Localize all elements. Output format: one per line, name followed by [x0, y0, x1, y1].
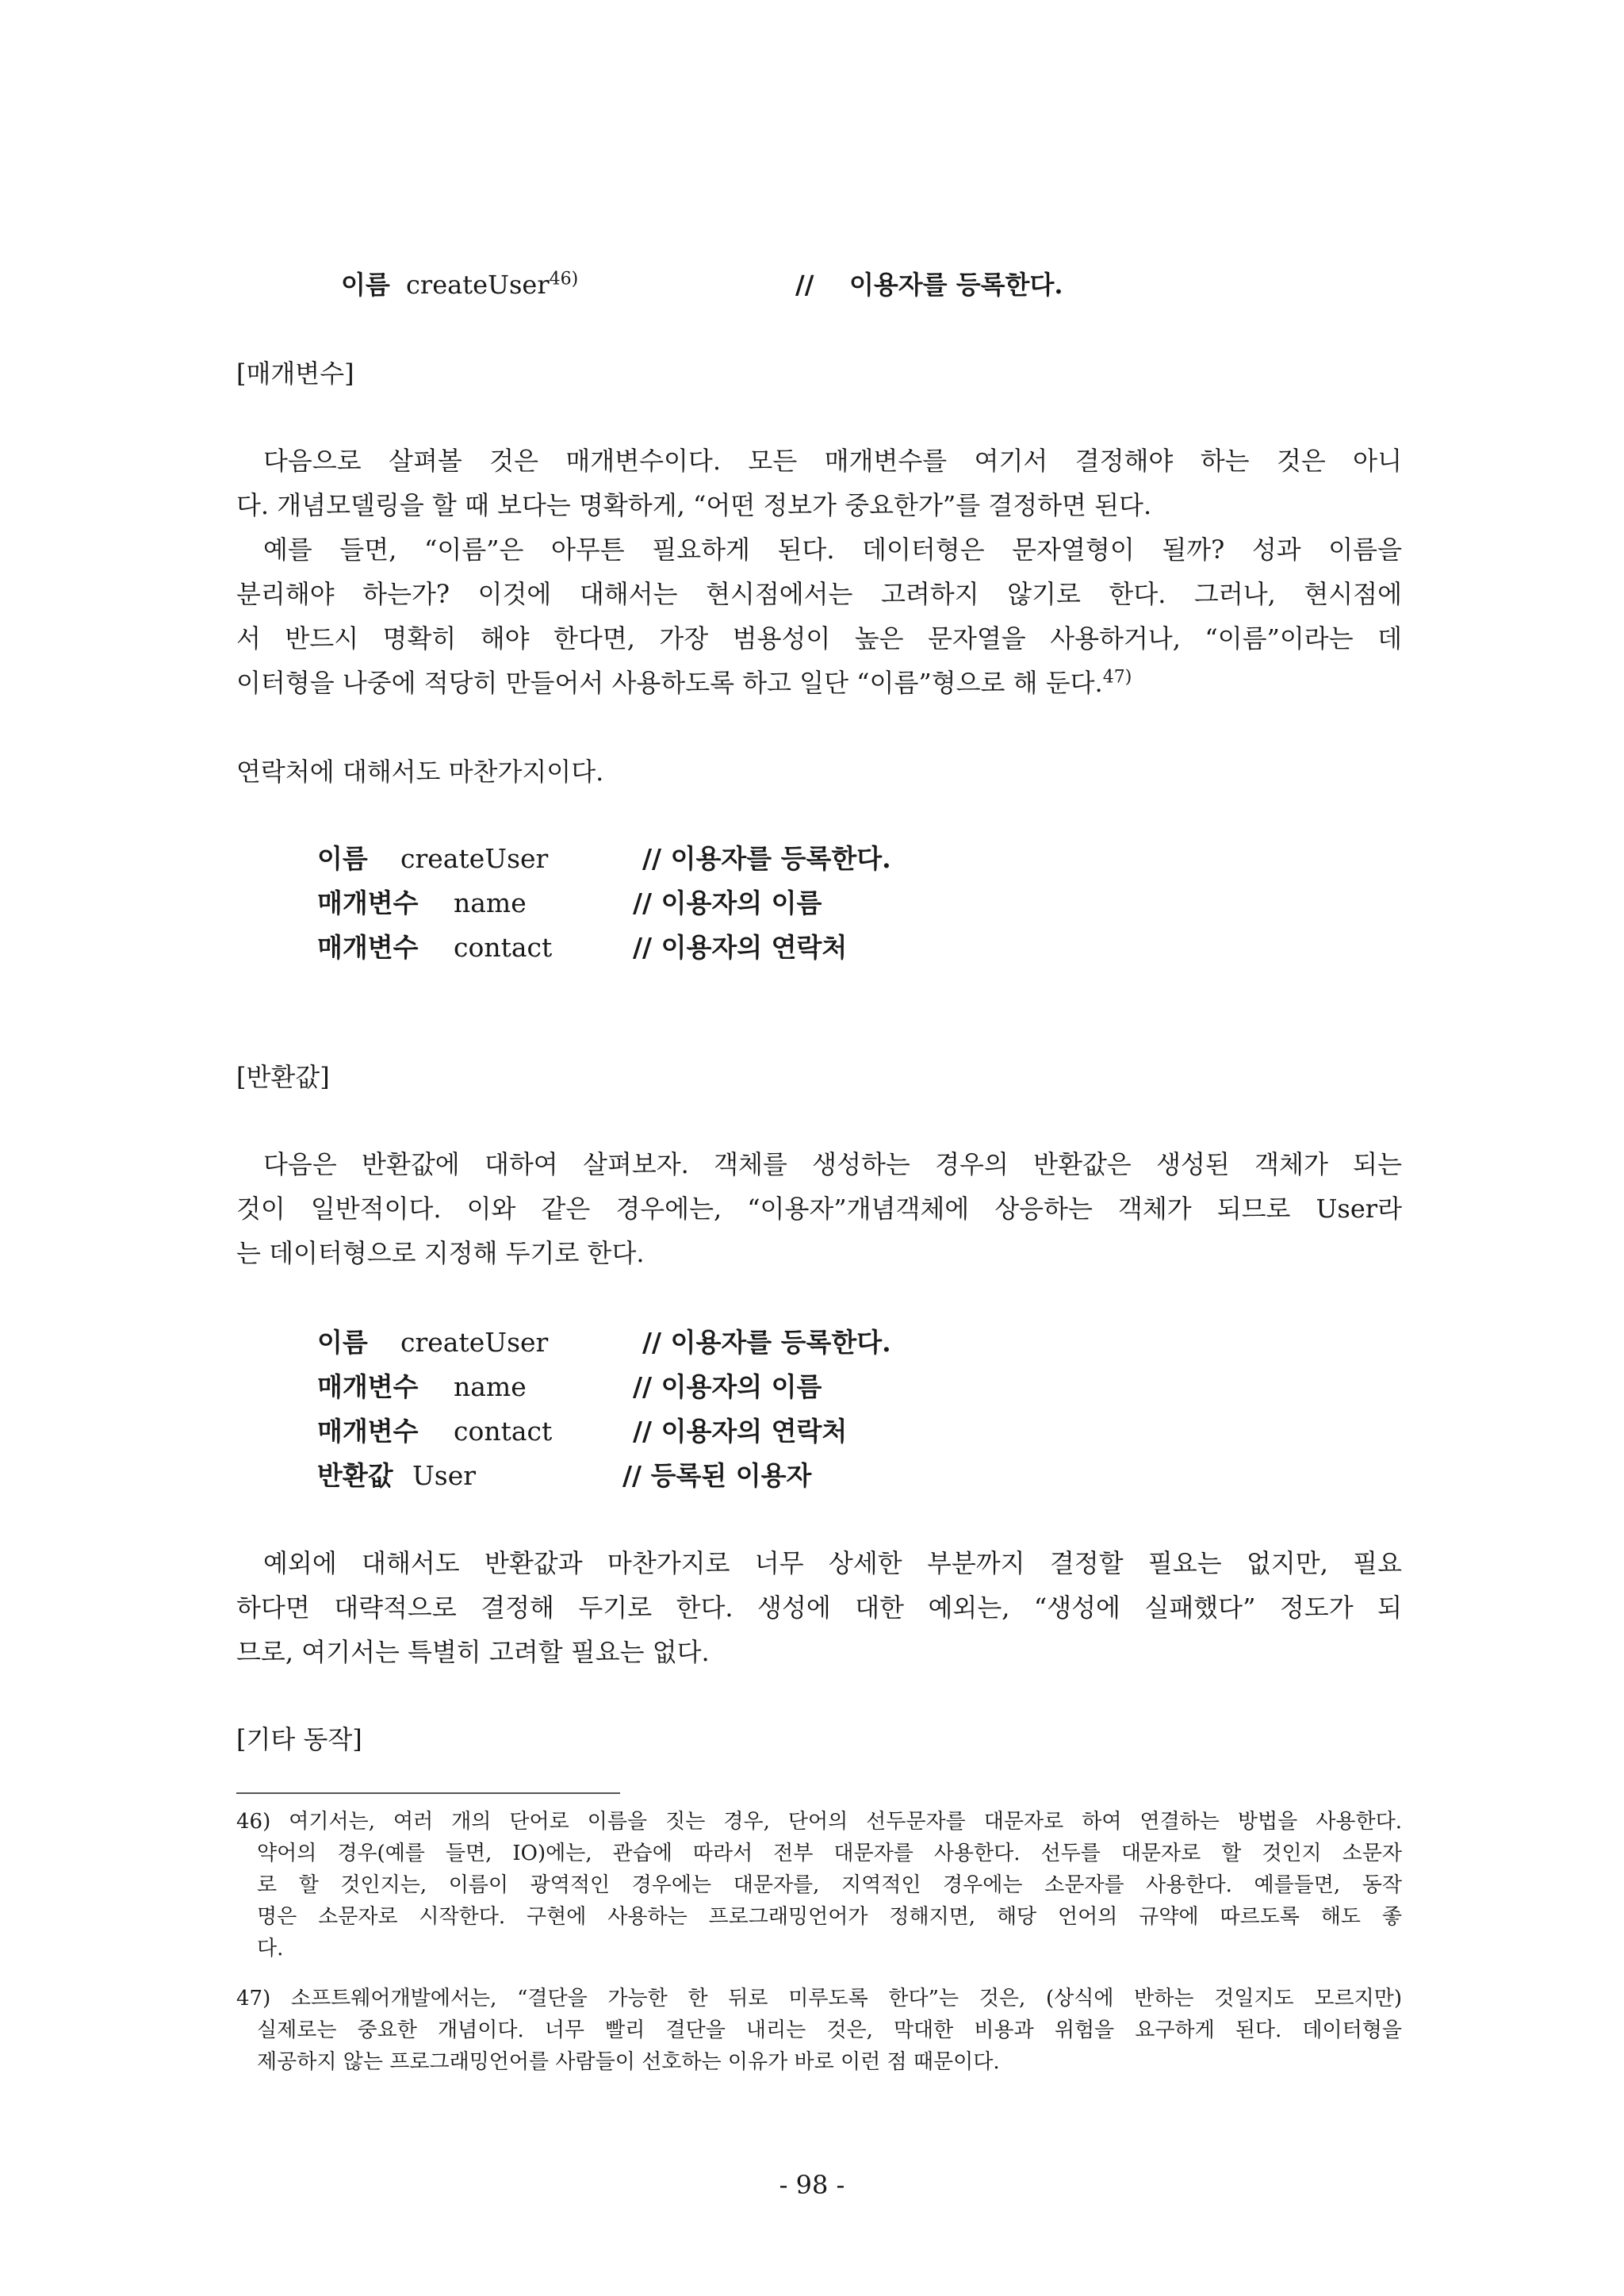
- text-line: 므로, 여기서는 특별히 고려할 필요는 없다.: [236, 1637, 710, 1667]
- paragraph-parameters-2b: [236, 572, 1402, 705]
- paragraph-return-2: [236, 1541, 1402, 1585]
- code-row: [317, 926, 848, 970]
- code-keyword: 매개변수: [317, 1416, 419, 1447]
- code-value: contact: [454, 932, 553, 963]
- footnote-line: 46) 여기서는, 여러 개의 단어로 이름을 짓는 경우, 단어의 선두문자를 대문자로 하여 연결하는 방법을 사용한다.: [236, 1810, 1402, 1834]
- code-keyword: 매개변수: [317, 1371, 419, 1402]
- top-code-keyword: 이름: [341, 270, 390, 300]
- code-row: [317, 1409, 848, 1454]
- section-heading-parameters: [매개변수]: [236, 358, 354, 389]
- text-line: 서 반드시 명확히 해야 한다면, 가장 범용성이 높은 문자열을 사용하거나, “이름”이라는 데: [236, 623, 1402, 654]
- text-line: [236, 661, 1402, 705]
- footnote-47: [236, 1983, 1402, 2078]
- code-comment: // 이용자의 연락처: [633, 1416, 848, 1447]
- code-value: createUser: [400, 1327, 549, 1358]
- footnote-line: 명은 소문자로 시작한다. 구현에 사용하는 프로그래밍언어가 정해지면, 해당 언어의 규약에 따르도록 해도 좋: [257, 1905, 1402, 1929]
- text-line: 예외에 대해서도 반환값과 마찬가지로 너무 상세한 부분까지 결정할 필요는 없지만, 필요: [263, 1548, 1402, 1578]
- top-code-value: createUser: [406, 270, 550, 300]
- text-line: 는 데이터형으로 지정해 두기로 한다.: [236, 1238, 645, 1268]
- paragraph-return-1b: [236, 1186, 1402, 1275]
- paragraph-parameters-1b: [236, 483, 1402, 527]
- code-row: [317, 881, 822, 926]
- footnote-line: 제공하지 않는 프로그래밍언어를 사람들이 선호하는 이유가 바로 이런 점 때문이다.: [257, 2050, 1000, 2074]
- code-value: createUser: [400, 843, 549, 874]
- code-comment: // 등록된 이용자: [622, 1460, 812, 1491]
- footnote-ref-46: 46): [549, 269, 579, 289]
- paragraph-parameters-3: 연락처에 대해서도 마찬가지이다.: [236, 757, 604, 787]
- page-number: - 98 -: [779, 2170, 845, 2200]
- code-keyword: 이름: [317, 1327, 368, 1358]
- footnote-ref-47: 47): [1102, 667, 1132, 688]
- code-row: [317, 1454, 812, 1498]
- paragraph-return-1: [236, 1142, 1402, 1186]
- code-keyword: 반환값: [317, 1460, 393, 1491]
- footnote-line: 로 할 것인지는, 이름이 광역적인 경우에는 대문자를, 지역적인 경우에는 소문자를 사용한다. 예를들면, 동작: [257, 1873, 1402, 1897]
- footnote-line: 실제로는 중요한 개념이다. 너무 빨리 결단을 내리는 것은, 막대한 비용과 위험을 요구하게 된다. 데이터형을: [257, 2018, 1402, 2042]
- footnote-line: 다.: [257, 1937, 284, 1961]
- footnote-divider: [236, 1792, 620, 1794]
- code-row: [317, 1320, 891, 1365]
- text-line-content: 이터형을 나중에 적당히 만들어서 사용하도록 하고 일단 “이름”형으로 해 둔다.: [236, 668, 1103, 698]
- code-comment: // 이용자의 이름: [633, 887, 822, 918]
- text-line: 다음은 반환값에 대하여 살펴보자. 객체를 생성하는 경우의 반환값은 생성된 객체가 되는: [263, 1149, 1402, 1179]
- section-heading-return-value: [반환값]: [236, 1062, 330, 1092]
- code-comment: // 이용자의 이름: [633, 1371, 822, 1402]
- footnote-line: 47) 소프트웨어개발에서는, “결단을 가능한 한 뒤로 미루도록 한다”는 것은, (상식에 반하는 것일지도 모르지만): [236, 1987, 1402, 2010]
- code-keyword: 매개변수: [317, 887, 419, 918]
- text-line: 하다면 대략적으로 결정해 두기로 한다. 생성에 대한 예외는, “생성에 실패했다” 정도가 되: [236, 1593, 1402, 1623]
- paragraph-return-2b: [236, 1585, 1402, 1674]
- paragraph-parameters-2: [236, 527, 1402, 572]
- code-comment: // 이용자의 연락처: [633, 932, 848, 963]
- text-line: 분리해야 하는가? 이것에 대해서는 현시점에서는 고려하지 않기로 한다. 그러나, 현시점에: [236, 579, 1402, 609]
- code-value: name: [454, 1371, 527, 1402]
- text-line: 것이 일반적이다. 이와 같은 경우에는, “이용자”개념객체에 상응하는 객체가 되므로 User라: [236, 1194, 1402, 1224]
- code-comment: // 이용자를 등록한다.: [642, 843, 891, 874]
- code-value: contact: [454, 1416, 553, 1447]
- top-code-comment: // 이용자를 등록한다.: [795, 270, 1063, 300]
- code-value: User: [412, 1460, 477, 1491]
- text-line: 다음으로 살펴볼 것은 매개변수이다. 모든 매개변수를 여기서 결정해야 하는 것은 아니: [263, 446, 1402, 476]
- text-line: 다. 개념모델링을 할 때 보다는 명확하게, “어떤 정보가 중요한가”를 결정하면 된다.: [236, 490, 1152, 520]
- code-comment: // 이용자를 등록한다.: [642, 1327, 891, 1358]
- code-keyword: 매개변수: [317, 932, 419, 963]
- code-row: [317, 837, 891, 881]
- paragraph-parameters-1: [236, 439, 1402, 483]
- footnote-46: [236, 1806, 1402, 1964]
- code-value: name: [454, 887, 527, 918]
- text-line: 예를 들면, “이름”은 아무튼 필요하게 된다. 데이터형은 문자열형이 될까? 성과 이름을: [263, 535, 1402, 565]
- top-code-line: [341, 263, 578, 307]
- section-heading-other-actions: [기타 동작]: [236, 1724, 362, 1754]
- code-row: [317, 1365, 822, 1409]
- footnote-line: 약어의 경우(예를 들면, IO)에는, 관습에 따라서 전부 대문자를 사용한다. 선두를 대문자로 할 것인지 소문자: [257, 1842, 1402, 1865]
- code-keyword: 이름: [317, 843, 368, 874]
